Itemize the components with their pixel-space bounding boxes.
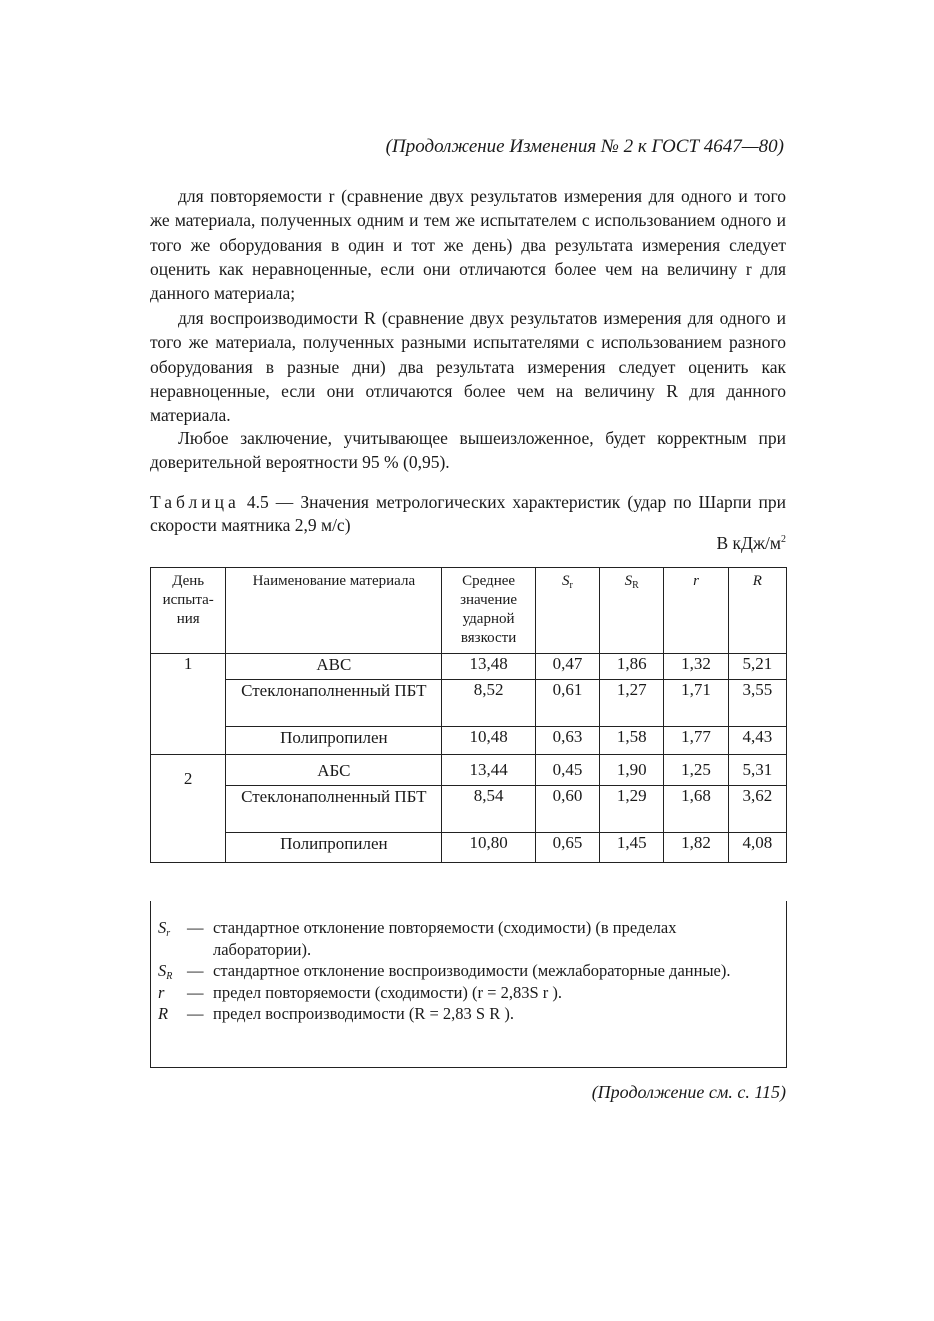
sR-cell: 1,58: [600, 727, 664, 755]
r-cell: 1,82: [664, 833, 728, 863]
r-cell: 1,32: [664, 654, 728, 680]
r-cell: 1,71: [664, 680, 728, 727]
units-superscript: 2: [781, 534, 786, 546]
note-symbol: r: [158, 982, 165, 1002]
mean-cell: 8,52: [442, 680, 535, 727]
table-row: [151, 755, 787, 786]
sR-cell: 1,45: [600, 833, 664, 863]
header-R: [728, 568, 786, 654]
header-sR: [600, 568, 664, 654]
header-sr-sub: r: [569, 580, 573, 591]
table-row: [151, 786, 787, 833]
day-cell: 1: [151, 654, 226, 755]
note-R: [151, 1003, 786, 1025]
note-dash: —: [187, 1004, 204, 1023]
R-cell: 5,31: [728, 755, 786, 786]
mean-cell: 8,54: [442, 786, 535, 833]
page-header: (Продолжение Изменения № 2 к ГОСТ 4647—80): [385, 136, 784, 157]
header-name: Наименование материала: [226, 568, 442, 654]
note-r: [151, 982, 786, 1004]
table-row: [151, 680, 787, 727]
header-sR-symbol: S: [624, 573, 633, 589]
note-text: стандартное отклонение воспроизводимости (межлабораторные данные).: [213, 961, 731, 980]
note-text: стандартное отклонение повторяемости (сходимости) (в пределах лаборатории).: [213, 918, 677, 959]
table-caption-lead: Таблица: [150, 492, 240, 512]
sR-cell: 1,29: [600, 786, 664, 833]
r-cell: 1,77: [664, 727, 728, 755]
header-R-symbol: R: [752, 573, 762, 589]
sr-cell: 0,45: [535, 755, 599, 786]
note-text: предел воспроизводимости (R = 2,83 S R ).: [213, 1004, 514, 1023]
material-cell: Полипропилен: [226, 727, 442, 755]
metrology-table: [150, 567, 787, 863]
units-text: В кДж/м: [716, 533, 781, 553]
table-caption: [150, 491, 786, 537]
page-footer: (Продолжение см. с. 115): [591, 1082, 786, 1102]
table-units: [716, 533, 786, 554]
sR-cell: 1,90: [600, 755, 664, 786]
table-row: [151, 654, 787, 680]
header-r: [664, 568, 728, 654]
R-cell: 5,21: [728, 654, 786, 680]
table-notes: [150, 901, 787, 1068]
table-caption-text: 4.5 — Значения метрологических характеристик (удар по Шарпи при скорости маятника 2,9 м/с): [150, 492, 787, 535]
note-sr: [151, 917, 786, 960]
paragraph-repeatability: для повторяемости r (сравнение двух результатов измерения для одного и того же материала, полученных одним и тем же испытателем с использованием одного и того же оборудования в один и тот же день) два результата измерения следует оценить как неравноценные, если они отличаются более чем на величину r для данного материала;: [150, 186, 786, 304]
sr-cell: 0,47: [535, 654, 599, 680]
material-cell: Полипропилен: [226, 833, 442, 863]
r-cell: 1,68: [664, 786, 728, 833]
paragraph-reproducibility: для воспроизводимости R (сравнение двух результатов измерения для одного и того же материала, полученных разными испытателями с использованием разного оборудования в разные дни) два результата измерения следует оценить как неравноценные, если они отличаются более чем на величину R для данного материала.: [150, 308, 786, 426]
sr-cell: 0,65: [535, 833, 599, 863]
R-cell: 4,08: [728, 833, 786, 863]
header-day: День испыта- ния: [151, 568, 226, 654]
table-row: [151, 727, 787, 755]
note-dash: —: [187, 961, 204, 980]
R-cell: 3,55: [728, 680, 786, 727]
R-cell: 3,62: [728, 786, 786, 833]
note-dash: —: [187, 918, 204, 937]
note-symbol: R: [158, 1004, 169, 1023]
paragraph-conclusion: Любое заключение, учитывающее вышеизложенное, будет корректным при доверительной вероятности 95 % (0,95).: [150, 428, 786, 473]
day-cell: 2: [151, 755, 226, 863]
sR-cell: 1,27: [600, 680, 664, 727]
material-cell: АВС: [226, 654, 442, 680]
sr-cell: 0,61: [535, 680, 599, 727]
sr-cell: 0,60: [535, 786, 599, 833]
r-cell: 1,25: [664, 755, 728, 786]
note-sR: [151, 960, 786, 982]
mean-cell: 10,80: [442, 833, 535, 863]
mean-cell: 10,48: [442, 727, 535, 755]
sR-cell: 1,86: [600, 654, 664, 680]
sr-cell: 0,63: [535, 727, 599, 755]
material-cell: АБС: [226, 755, 442, 786]
header-sr: [535, 568, 599, 654]
material-cell: Стеклонаполненный ПБТ: [226, 680, 442, 727]
header-sR-sub: R: [632, 580, 639, 591]
material-cell: Стеклонаполненный ПБТ: [226, 786, 442, 833]
header-r-symbol: r: [693, 573, 699, 589]
R-cell: 4,43: [728, 727, 786, 755]
table-row: [151, 833, 787, 863]
mean-cell: 13,48: [442, 654, 535, 680]
note-dash: —: [187, 982, 204, 1002]
header-mean: Среднее значение ударной вязкости: [442, 568, 535, 654]
note-text: предел повторяемости (сходимости) (r = 2,83S r ).: [213, 982, 562, 1002]
mean-cell: 13,44: [442, 755, 535, 786]
header-sr-symbol: S: [562, 573, 570, 589]
note-symbol: $S_R$: [158, 961, 173, 982]
note-symbol: $S_r$: [158, 918, 171, 939]
table-header-row: [151, 568, 787, 654]
